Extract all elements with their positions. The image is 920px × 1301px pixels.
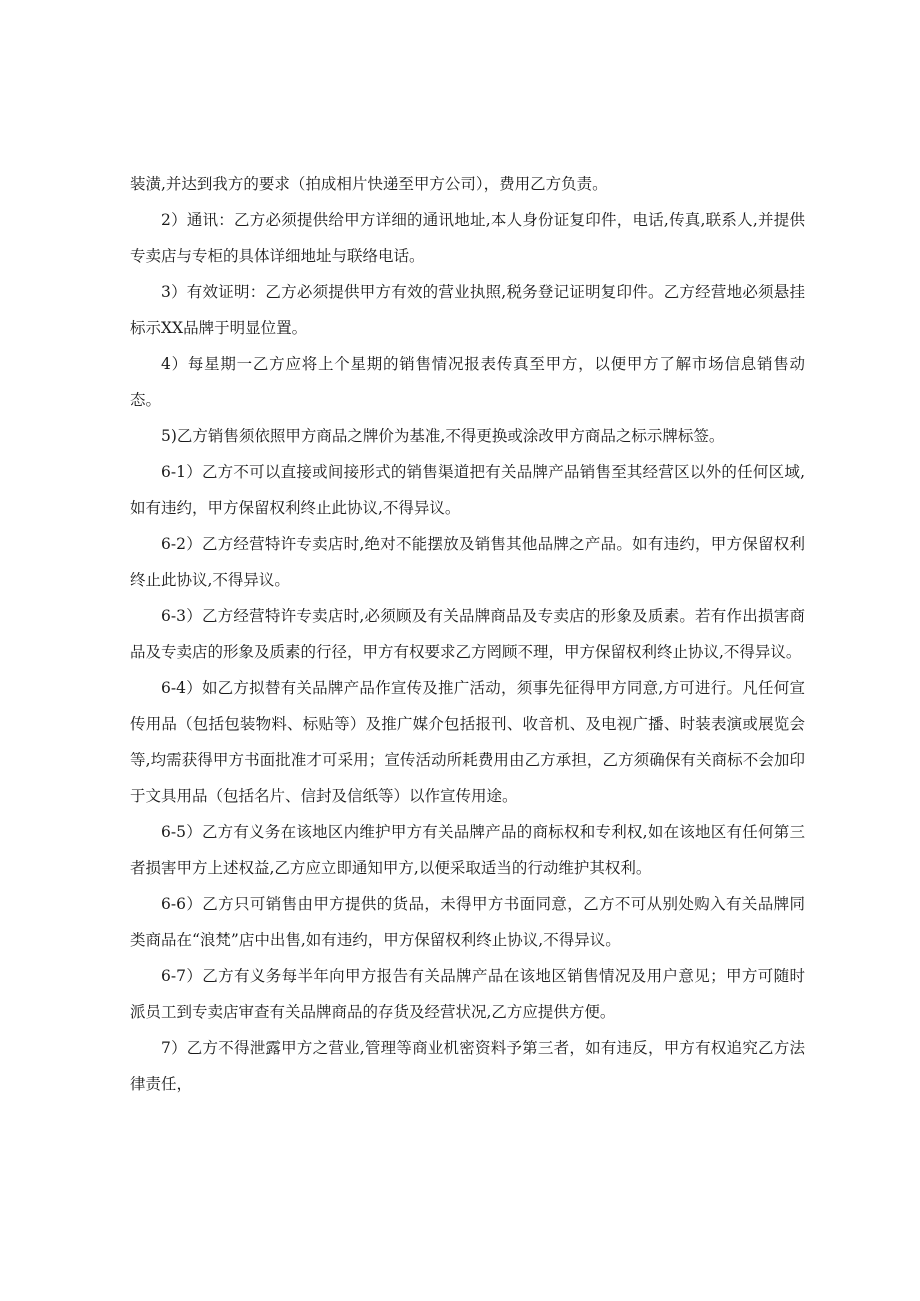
paragraph-weekly-report-clause: 4）每星期一乙方应将上个星期的销售情况报表传真至甲方，以便甲方了解市场信息销售动态。 xyxy=(130,355,805,409)
paragraph-clause-6-4: 6-4）如乙方拟替有关品牌产品作宣传及推广活动，须事先征得甲方同意,方可进行。凡任何宣传用品（包括包装物料、标贴等）及推广媒介包括报刊、收音机、及电视广播、时装表演或展览会等,均需获得甲方书面批准才可采用；宣传活动所耗费用由乙方承担，乙方须确保有关商标不会加印于文具用品（包括名片、信封及信纸等）以作宣传用途。 xyxy=(130,679,805,805)
paragraph-clause-6-5: 6-5）乙方有义务在该地区内维护甲方有关品牌产品的商标权和专利权,如在该地区有任何第三者损害甲方上述权益,乙方应立即通知甲方,以便采取适当的行动维护其权利。 xyxy=(130,823,805,877)
paragraph-valid-certificate-clause: 3）有效证明：乙方必须提供甲方有效的营业执照,税务登记证明复印件。乙方经营地必须悬挂标示XX品牌于明显位置。 xyxy=(130,283,805,337)
paragraph-clause-6-1: 6-1）乙方不可以直接或间接形式的销售渠道把有关品牌产品销售至其经营区以外的任何区域,如有违约，甲方保留权利终止此协议,不得异议。 xyxy=(130,463,805,517)
paragraph-communication-clause: 2）通讯：乙方必须提供给甲方详细的通讯地址,本人身份证复印件，电话,传真,联系人,并提供专卖店与专柜的具体详细地址与联络电话。 xyxy=(130,211,805,265)
paragraph-clause-7: 7）乙方不得泄露甲方之营业,管理等商业机密资料予第三者，如有违反，甲方有权追究乙方法律责任， xyxy=(130,1039,805,1093)
paragraph-clause-6-6: 6-6）乙方只可销售由甲方提供的货品，未得甲方书面同意，乙方不可从别处购入有关品牌同类商品在“浪梵”店中出售,如有违约，甲方保留权利终止协议,不得异议。 xyxy=(130,895,805,949)
paragraph-clause-6-2: 6-2）乙方经营特许专卖店时,绝对不能摆放及销售其他品牌之产品。如有违约，甲方保留权利终止此协议,不得异议。 xyxy=(130,535,805,589)
paragraph-clause-6-7: 6-7）乙方有义务每半年向甲方报告有关品牌产品在该地区销售情况及用户意见；甲方可随时派员工到专卖店审查有关品牌商品的存货及经营状况,乙方应提供方便。 xyxy=(130,967,805,1021)
paragraph-pricing-clause: 5)乙方销售须依照甲方商品之牌价为基准,不得更换或涂改甲方商品之标示牌标签。 xyxy=(161,427,725,445)
paragraph-decoration-clause: 装潢,并达到我方的要求（拍成相片快递至甲方公司），费用乙方负责。 xyxy=(130,175,608,193)
document-body xyxy=(130,166,805,1102)
paragraph-clause-6-3: 6-3）乙方经营特许专卖店时,必须顾及有关品牌商品及专卖店的形象及质素。若有作出损害商品及专卖店的形象及质素的行径，甲方有权要求乙方罔顾不理，甲方保留权利终止协议,不得异议。 xyxy=(130,607,805,661)
